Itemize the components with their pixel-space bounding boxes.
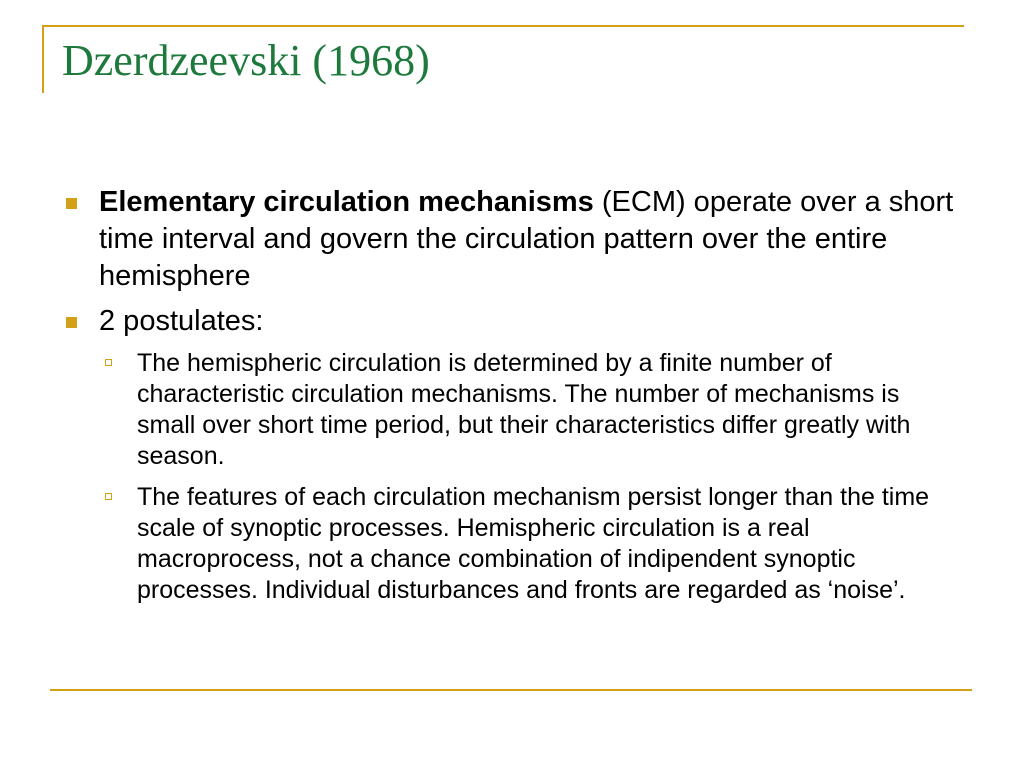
hollow-square-bullet-icon	[105, 359, 112, 366]
title-frame-top-rule	[42, 25, 964, 27]
subbullet-item-2	[99, 482, 962, 606]
slide-title: Dzerdzeevski (1968)	[62, 36, 430, 85]
subbullet-item-1	[99, 348, 962, 472]
square-bullet-icon	[66, 317, 77, 328]
bottom-rule	[50, 689, 972, 691]
slide-content	[62, 184, 962, 616]
bullet-text: (ECM) operate over a short time interval and govern the circulation pattern over the entire hemisphere	[99, 186, 954, 292]
bullet-bold-term: Elementary circulation mechanisms	[99, 186, 594, 218]
bullet-text: 2 postulates:	[99, 305, 264, 337]
title-frame-left-rule	[42, 25, 44, 93]
hollow-square-bullet-icon	[105, 493, 112, 500]
bullet-item-ecm	[62, 184, 962, 295]
square-bullet-icon	[66, 198, 77, 209]
subbullet-text: The hemispheric circulation is determined by a finite number of characteristic circulation mechanisms. The number of mechanisms is small over short time period, but their characteristics differ greatly with season.	[137, 349, 911, 470]
bullet-item-postulates	[62, 303, 962, 340]
subbullet-text: The features of each circulation mechanism persist longer than the time scale of synoptic processes. Hemispheric circulation is a real macroprocess, not a chance combination of indipendent synoptic processes. Individual disturbances and fronts are regarded as ‘noise’.	[137, 483, 930, 604]
